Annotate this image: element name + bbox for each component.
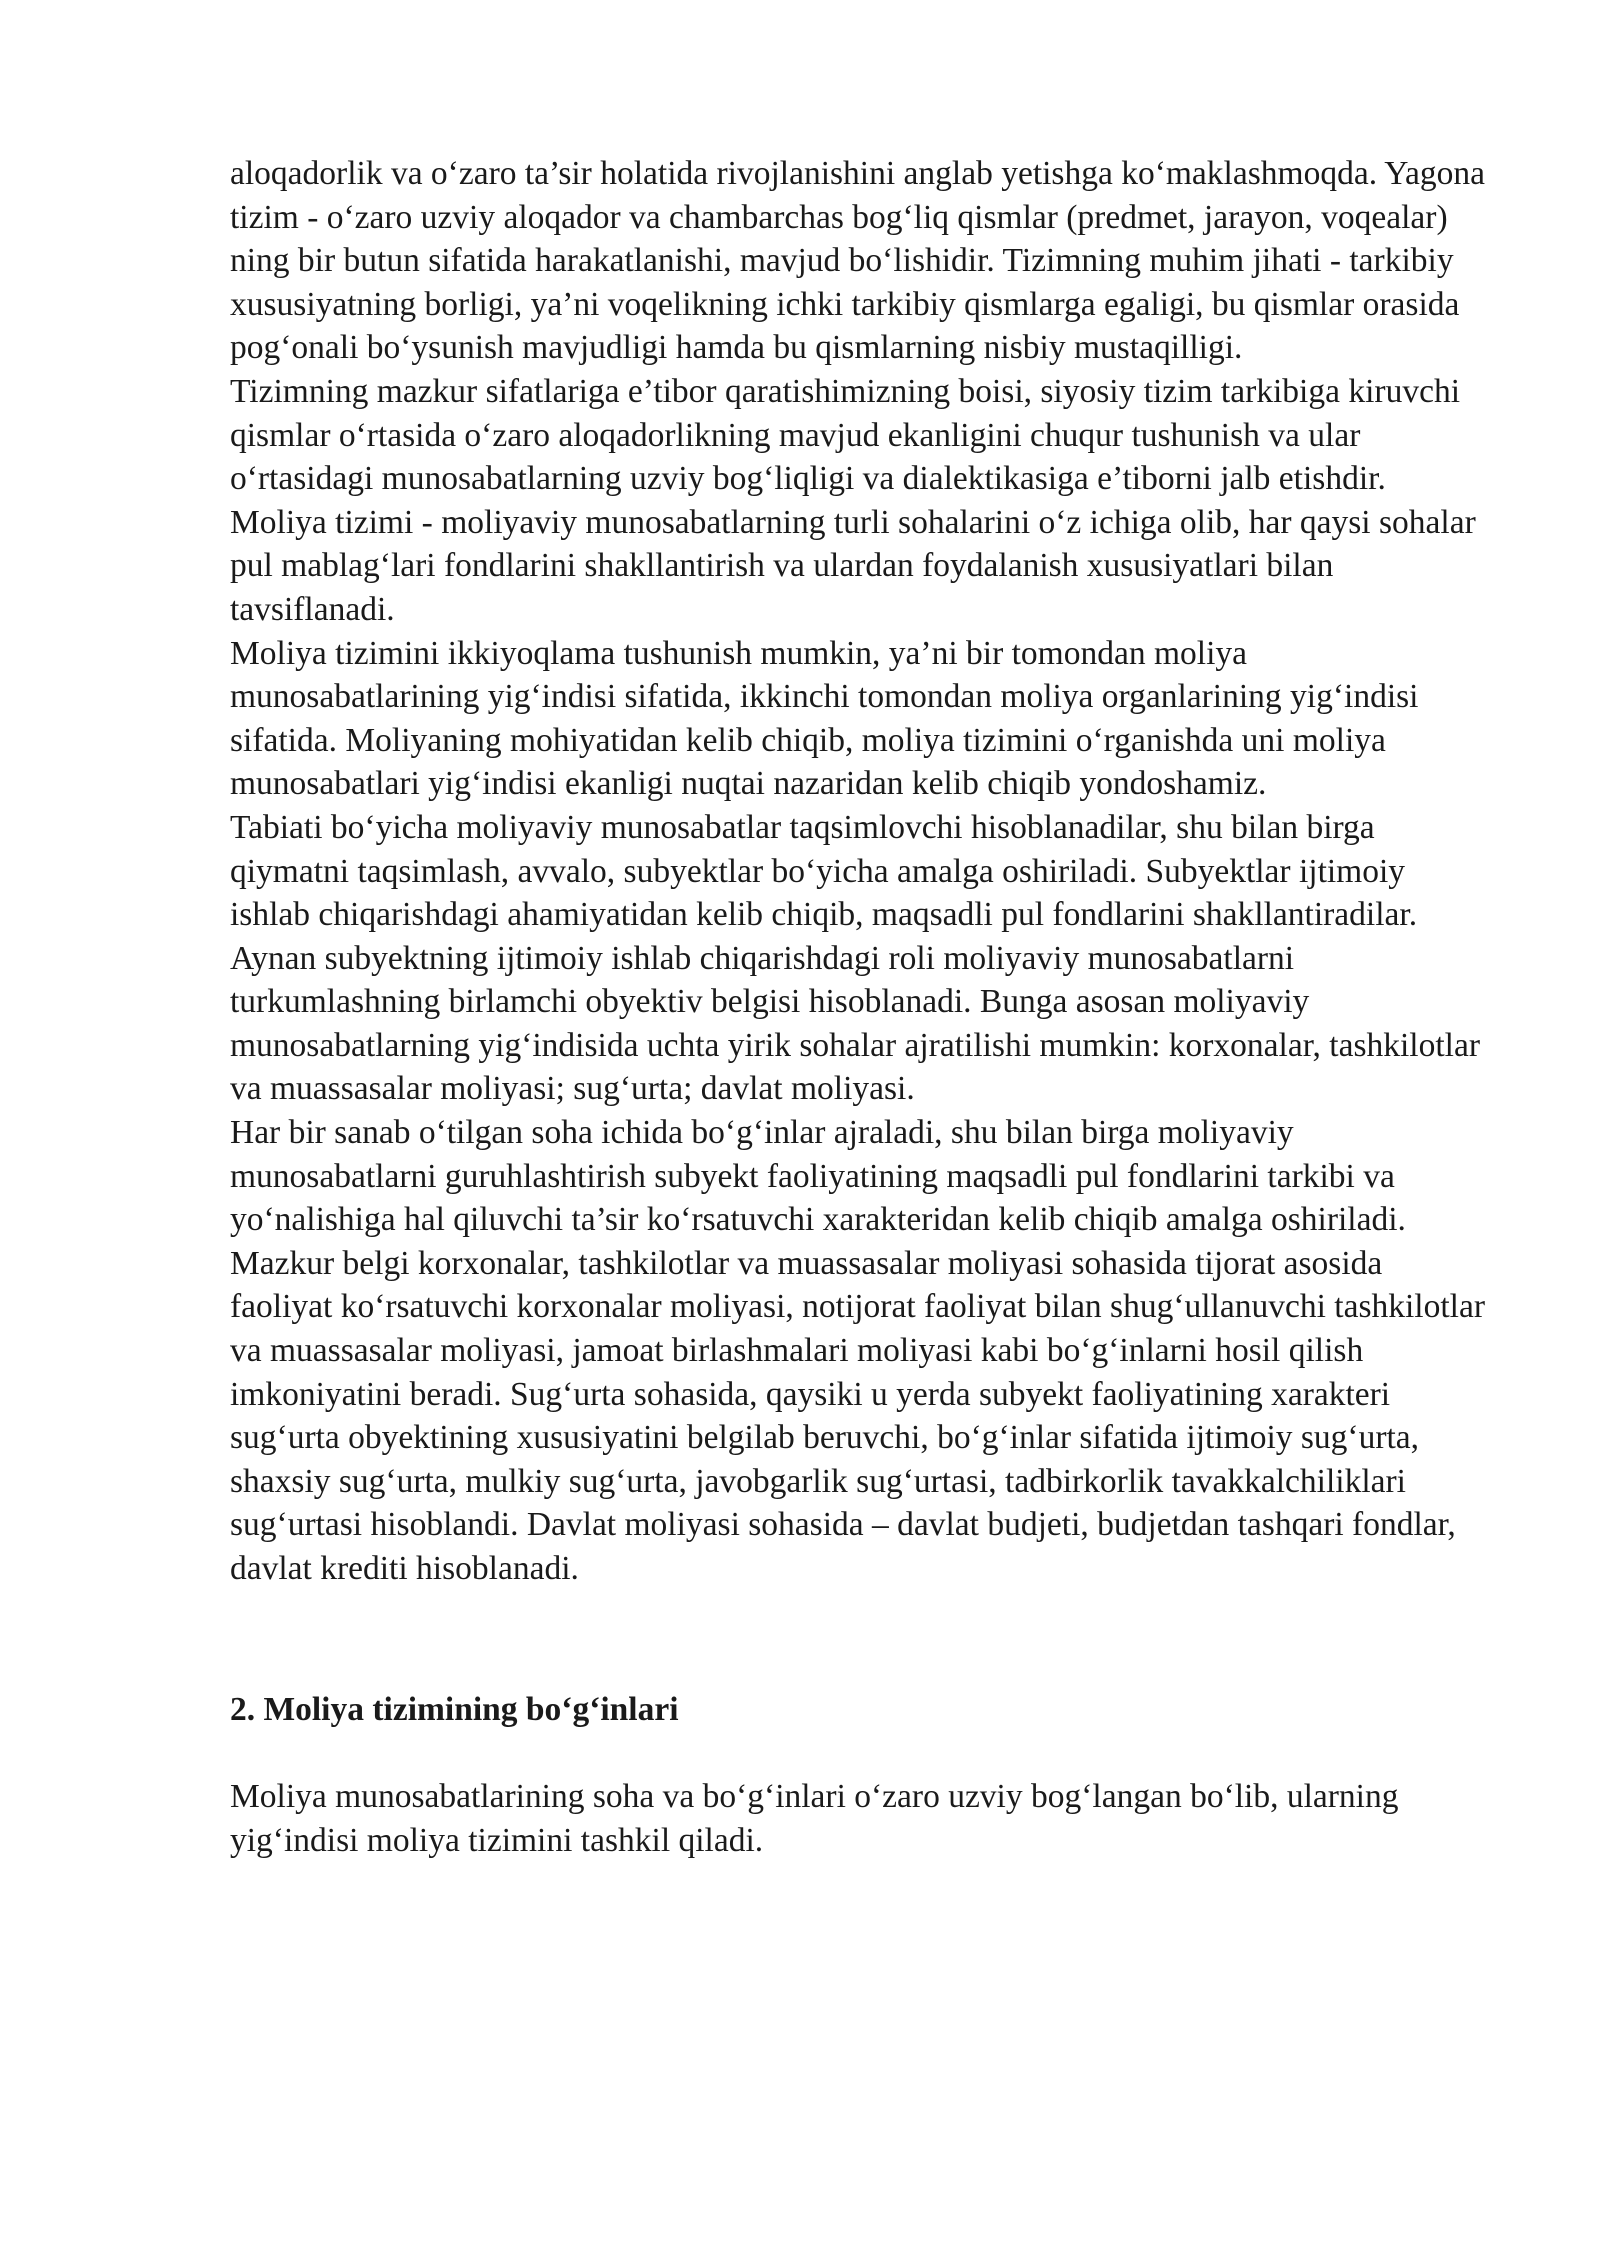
document-page: [230, 152, 1490, 1862]
paragraph-4: Moliya tizimini ikkiyoqlama tushunish mumkin, ya’ni bir tomondan moliya munosabatlarining yig‘indisi sifatida, ikkinchi tomondan moliya organlarining yig‘indisi sifatida. Moliyaning mohiyatidan kelib chiqib, moliya tizimini o‘rganishda uni moliya munosabatlari yig‘indisi ekanligi nuqtai nazaridan kelib chiqib yondoshamiz.: [230, 634, 1419, 803]
paragraph-5: Tabiati bo‘yicha moliyaviy munosabatlar taqsimlovchi hisoblanadilar, shu bilan birga qiymatni taqsimlash, avvalo, subyektlar bo‘yicha amalga oshiriladi. Subyektlar ijtimoiy ishlab chiqarishdagi ahamiyatidan kelib chiqib, maqsadli pul fondlarini shakllantiradilar. Aynan subyektning ijtimoiy ishlab chiqarishdagi roli moliyaviy munosabatlarni turkumlashning birlamchi obyektiv belgisi hisoblanadi. Bunga asosan moliyaviy munosabatlarning yig‘indisida uchta yirik sohalar ajratilishi mumkin: korxonalar, tashkilotlar va muassasalar moliyasi; sug‘urta; davlat moliyasi.: [230, 808, 1480, 1108]
section-heading: 2. Moliya tizimining bo‘g‘inlari: [230, 1690, 679, 1728]
paragraph-7: Mazkur belgi korxonalar, tashkilotlar va muassasalar moliyasi sohasida tijorat asosida faoliyat ko‘rsatuvchi korxonalar moliyasi, notijorat faoliyat bilan shug‘ullanuvchi tashkilotlar va muassasalar moliyasi, jamoat birlashmalari moliyasi kabi bo‘g‘inlarni hosil qilish imkoniyatini beradi. Sug‘urta sohasida, qaysiki u yerda subyekt faoliyatining xarakteri sug‘urta obyektining xususiyatini belgilab beruvchi, bo‘g‘inlar sifatida ijtimoiy sug‘urta, shaxsiy sug‘urta, mulkiy sug‘urta, javobgarlik sug‘urtasi, tadbirkorlik tavakkalchiliklari sug‘urtasi hisoblandi. Davlat moliyasi sohasida – davlat budjeti, budjetdan tashqari fondlar, davlat krediti hisoblanadi.: [230, 1244, 1486, 1587]
paragraph-3: Moliya tizimi - moliyaviy munosabatlarning turli sohalarini o‘z ichiga olib, har qaysi sohalar pul mablag‘lari fondlarini shakllantirish va ulardan foydalanish xususiyatlari bilan tavsiflanadi.: [230, 503, 1476, 628]
paragraph-6: Har bir sanab o‘tilgan soha ichida bo‘g‘inlar ajraladi, shu bilan birga moliyaviy munosabatlarni guruhlashtirish subyekt faoliyatining maqsadli pul fondlarini tarkibi va yo‘nalishiga hal qiluvchi ta’sir ko‘rsatuvchi xarakteridan kelib chiqib amalga oshiriladi.: [230, 1114, 1406, 1239]
paragraph-2: Tizimning mazkur sifatlariga e’tibor qaratishimizning boisi, siyosiy tizim tarkibiga kiruvchi qismlar o‘rtasida o‘zaro aloqadorlikning mavjud ekanligini chuqur tushunish va ular o‘rtasidagi munosabatlarning uzviy bog‘liqligi va dialektikasiga e’tiborni jalb etishdir.: [230, 372, 1460, 498]
closing-paragraph: Moliya munosabatlarining soha va bo‘g‘inlari o‘zaro uzviy bog‘langan bo‘lib, ularning yig‘indisi moliya tizimini tashkil qiladi.: [230, 1778, 1399, 1859]
paragraph-1: aloqadorlik va o‘zaro ta’sir holatida rivojlanishini anglab yetishga ko‘maklashmoqda. Yagona tizim - o‘zaro uzviy aloqador va chambarchas bog‘liq qismlar (predmet, jarayon, voqealar) ning bir butun sifatida harakatlanishi, mavjud bo‘lishidir. Tizimning muhim jihati - tarkibiy xususiyatning borligi, ya’ni voqelikning ichki tarkibiy qismlarga egaligi, bu qismlar orasida pog‘onali bo‘ysunish mavjudligi hamda bu qismlarning nisbiy mustaqilligi.: [230, 155, 1486, 367]
